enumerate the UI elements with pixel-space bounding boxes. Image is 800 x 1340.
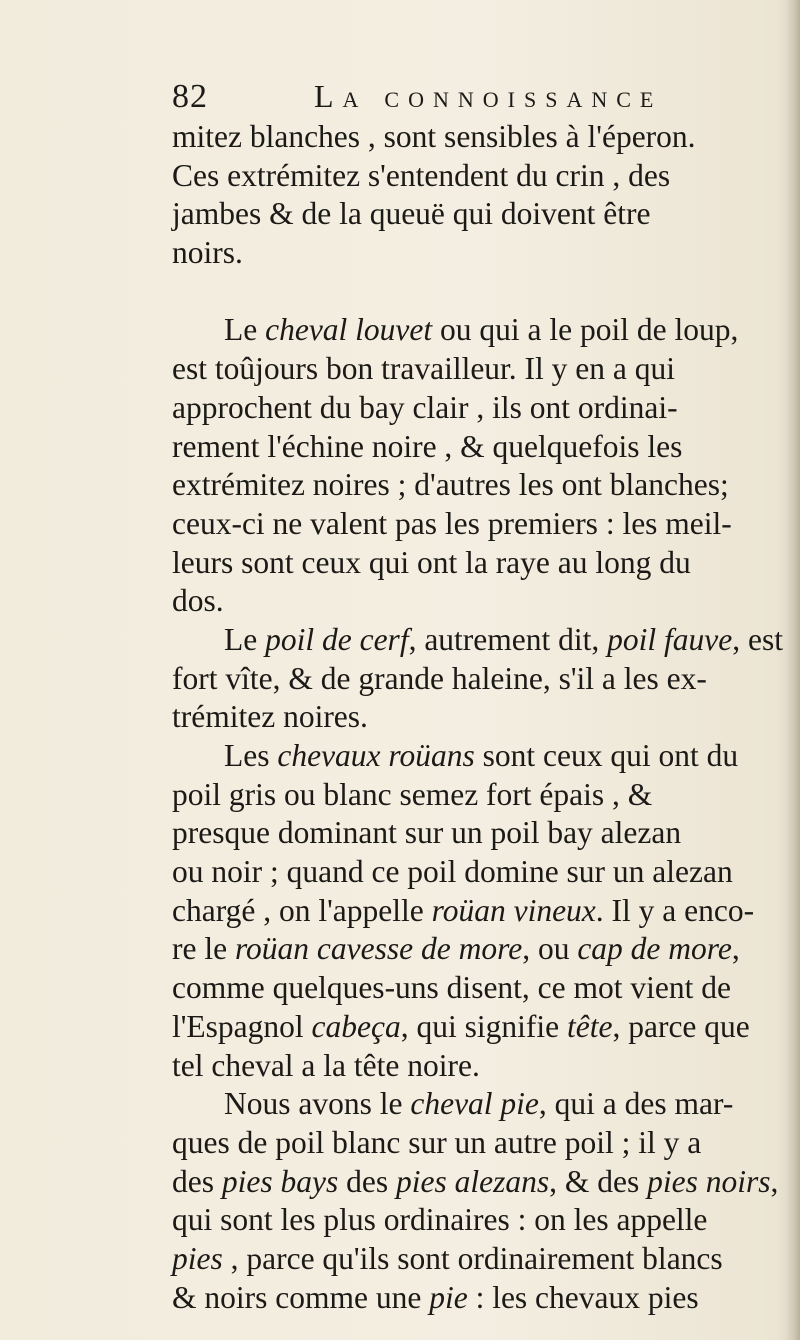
text-line (172, 930, 780, 969)
text-run: fort vîte, & de grande haleine, s'il a les ex- (172, 660, 707, 696)
text-line (172, 1047, 780, 1086)
text-line (172, 195, 780, 234)
text-run: trémitez noires. (172, 699, 368, 735)
italic-term: poil fauve (607, 621, 733, 657)
text-line (172, 1008, 780, 1047)
text-line (172, 582, 780, 621)
text-line (172, 737, 780, 776)
text-run: & noirs comme une (172, 1279, 430, 1315)
text-line (172, 311, 780, 350)
text-run: , qui signifie (400, 1008, 567, 1044)
text-line (172, 466, 780, 505)
italic-term: poil de cerf (265, 621, 409, 657)
text-line (172, 892, 780, 931)
text-run: , autrement dit, (408, 621, 608, 657)
text-run: ou qui a le poil de loup, (432, 312, 739, 348)
italic-term: roüan vineux (431, 892, 596, 928)
text-line (172, 621, 783, 660)
text-run: des (338, 1163, 396, 1199)
italic-term: cheval louvet (265, 312, 433, 348)
text-line (172, 1279, 780, 1318)
text-line (172, 698, 780, 737)
text-run: , qui a des mar- (538, 1086, 734, 1122)
running-head: La connoissance (314, 78, 663, 114)
text-line (172, 157, 780, 196)
text-run: presque dominant sur un poil bay alezan (172, 815, 682, 851)
text-run: tel cheval a la tête noire. (172, 1047, 480, 1083)
text-run: mitez blanches , sont sensibles à l'éperon. (172, 119, 696, 154)
text-run: re le (172, 931, 235, 967)
italic-term: pies bays (221, 1163, 339, 1199)
italic-term: pie (429, 1279, 468, 1315)
italic-term: roüan cavesse de more (234, 931, 523, 967)
text-run: , (731, 931, 740, 967)
text-line (172, 1163, 780, 1202)
text-run: rement l'échine noire , & quelquefois les (172, 428, 683, 464)
text-line (172, 234, 780, 273)
text-line (172, 1240, 780, 1279)
text-line (172, 969, 780, 1008)
italic-term: pies noirs (647, 1163, 771, 1199)
italic-term: cabeça (311, 1008, 401, 1044)
italic-term: pies (172, 1240, 223, 1276)
text-line (172, 853, 780, 892)
text-run: , parce que (612, 1008, 750, 1044)
text-run: , parce qu'ils sont ordinairement blancs (222, 1240, 723, 1276)
text-run: Le (224, 312, 266, 348)
page-header (172, 78, 712, 122)
text-run: poil gris ou blanc semez fort épais , & (172, 776, 653, 812)
text-run: : les chevaux pies (467, 1279, 699, 1315)
body-text (172, 118, 783, 1317)
text-run: , ou (522, 931, 578, 967)
text-run: comme quelques-uns disent, ce mot vient de (172, 970, 731, 1006)
italic-term: pies alezans (395, 1163, 550, 1199)
text-line (172, 428, 780, 467)
italic-term: cap de more (577, 931, 732, 967)
text-run: ques de poil blanc sur un autre poil ; il y a (172, 1124, 702, 1160)
text-line (172, 505, 780, 544)
text-run: extrémitez noires ; d'autres les ont blanches; (172, 467, 729, 503)
text-line (172, 350, 780, 389)
text-run: , & des (549, 1163, 648, 1199)
italic-term: cheval pie (410, 1086, 539, 1122)
text-run: ceux-ci ne valent pas les premiers : les meil- (172, 505, 732, 541)
text-run: Nous avons le (224, 1086, 411, 1122)
text-run: dos. (172, 583, 224, 619)
italic-term: chevaux roüans (277, 738, 475, 773)
text-run: qui sont les plus ordinaires : on les appelle (172, 1202, 708, 1238)
text-run: sont ceux qui ont du (474, 738, 739, 773)
text-run: approchent du bay clair , ils ont ordinai- (172, 389, 678, 425)
text-run: des (172, 1163, 222, 1199)
text-line (172, 660, 780, 699)
text-run: , (770, 1163, 779, 1199)
italic-term: tête (567, 1008, 613, 1044)
text-run: Les (224, 738, 278, 773)
text-line (172, 544, 780, 583)
text-line (172, 776, 780, 815)
text-line (172, 273, 780, 312)
text-line (172, 1085, 780, 1124)
text-run: jambes & de la queuë qui doivent être (172, 196, 651, 232)
text-run: Ces extrémitez s'entendent du crin , des (172, 157, 671, 193)
text-line (172, 389, 780, 428)
text-run: , est (732, 621, 783, 657)
page-edge (786, 0, 800, 1340)
text-run: chargé , on l'appelle (172, 892, 432, 928)
text-line (172, 1201, 780, 1240)
text-run: Le (224, 621, 266, 657)
page-number: 82 (172, 78, 208, 115)
text-line (172, 1124, 780, 1163)
text-run: leurs sont ceux qui ont la raye au long du (172, 544, 691, 580)
text-line (172, 814, 780, 853)
text-run: . Il y a enco- (595, 892, 755, 928)
text-line (172, 118, 780, 157)
text-run: noirs. (172, 235, 243, 271)
text-run: l'Espagnol (172, 1008, 312, 1044)
text-run: ou noir ; quand ce poil domine sur un alezan (172, 854, 733, 890)
text-run: est toûjours bon travailleur. Il y en a qui (172, 351, 676, 387)
